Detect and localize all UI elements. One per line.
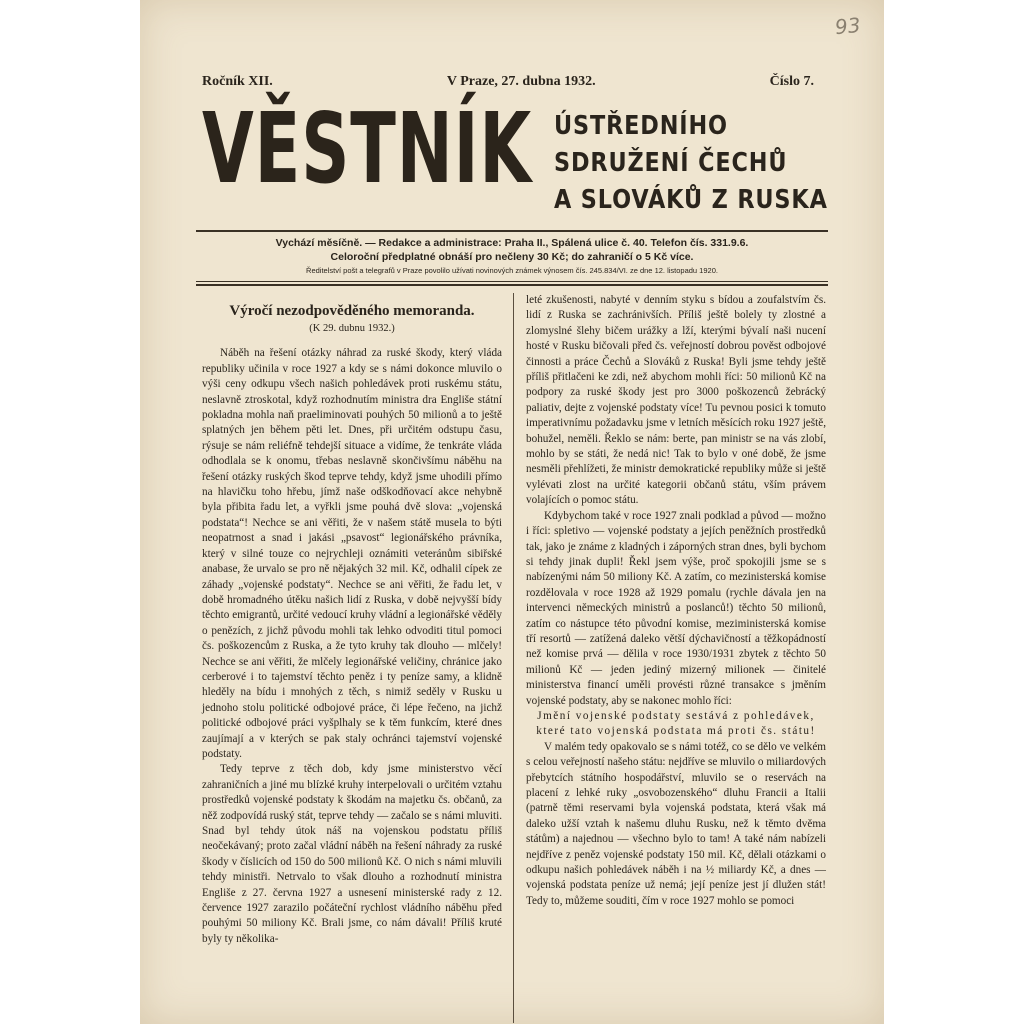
subtitle-line: ÚSTŘEDNÍHO	[554, 111, 728, 141]
divider	[196, 284, 828, 286]
subtitle-line: SDRUŽENÍ ČECHŮ	[554, 148, 788, 178]
article-column-left	[202, 293, 502, 947]
pubinfo-line: Celoroční předplatné obnáší pro nečleny 30 Kč; do zahraničí o 5 Kč více.	[330, 251, 694, 263]
issue-date: V Praze, 27. dubna 1932.	[446, 74, 596, 89]
article-paragraph: Náběh na řešení otázky náhrad za ruské škody, který vláda republiky učinila v roce 1927 a kdy se s námi dokonce mluvilo o výši ceny odkupu všech našich pohledávek proti ruskému státu, neslavně ztroskotal, když rozhodnutím ministra dra Engliše státní pokladna mohla naň praeliminovati pouhých 50 milionů a to ještě splatných jen během pěti let. Dnes, při určitém odstupu času, rýsuje se nám reliéfně tehdejší situace a vidíme, že tenkráte vláda odhodlala se k onomu, třebas neslavně skončivšímu náběhu na řešení otázky ruských škod teprve tehdy, když jsme uhodili přímo na hlavičku toho hřebu, jímž naše odškodňovací akce nehybně byla přibita řadu let, a vyřkli jsme pouhá dvě slova: „vojenská podstata“! Nechce se ani věřiti, že v našem státě musela to býti neopatrnost a snad i jakási „psavost“ legionářského právníka, který v silné touze co nejrychleji oznámiti veteránům sibiřské anabase, že urvalo se pro ně nějakých 32 mil. Kč, odhalil cípek ze záhady „vojenské podstaty“. Nechce se ani věřiti, že řadu let, v době hromadného útěku našich lidí z Ruska, v době nejvyšší bídy těchto emigrantů, určité vedoucí kruhy vládní a legionářské věděly o penězích, z jichž původu mohli tak lehko odvoditi titul pomoci čs. poškozencům z Ruska, a že tyto kruhy tak dlouho — mlčely! Nechce se ani věřiti, že mlčely legionářské veličiny, chránice jako cerberové i to tajemství těchto peněz i ty peníze samy, a klidně hleděly na bídu i mnohých z těch, s nimiž seděly v Rusku u jednoho stolu politické odbojové práce, či lépe řečeno, na jichž politické odbojové práci vyšplhaly se k těm funkcím, které dnes zaujímají a v kterých se pak staly ochránci tajemství vojenské podstaty.	[202, 347, 502, 760]
pubinfo-line: Ředitelství pošt a telegrafů v Praze povolilo užívati novinových známek výnosem čís. 245.834/VI. ze dne 12. listopadu 1920.	[306, 266, 718, 275]
divider	[196, 281, 828, 282]
handwritten-note: 93	[833, 12, 862, 40]
volume-label: Ročník XII.	[202, 74, 273, 89]
article-paragraph: Tedy teprve z těch dob, kdy jsme ministerstvo věcí zahraničních a jiné mu blízké kruhy interpelovali o určitém vztahu prostředků vojenské podstaty k škodám na majetku čs. občanů, za něž zodpovídá ruský stát, teprve tehdy — začalo se s námi mluviti. Snad byl tehdy útok náš na vojenskou podstatu příliš neočekávaný; proto začal vládní náběh na řešení náhrady za ruské škody v číslicích od 150 do 500 milionů Kč. O nich s námi mluvili tehdy ministři. Netrvalo to však dlouho a rozhodnutí ministra Engliše z 27. června 1927 a usnesení ministerské rady z 12. července 1927 zarazilo počáteční rychlost vládního náběhu před pouhými 50 miliony Kč. Brali jsme, co nám dávali! Příliš kruté byly ty několika-	[202, 763, 502, 945]
article-column-right	[526, 293, 826, 909]
issue-meta-row	[202, 74, 814, 90]
pubinfo-line: Vychází měsíčně. — Redakce a administrace: Praha II., Spálená ulice č. 40. Telefon čís. 331.9.6.	[275, 237, 749, 249]
masthead-title: VĚSTNÍK	[202, 91, 533, 205]
subtitle-line: A SLOVÁKŮ Z RUSKA	[554, 185, 828, 215]
publication-info	[202, 236, 822, 278]
article-quote: Jmění vojenské podstaty sestává z pohledávek, které tato vojenská podstata má proti čs. státu!	[536, 709, 816, 738]
column-separator	[513, 293, 514, 1023]
issue-number: Číslo 7.	[769, 74, 814, 89]
masthead-subtitle	[554, 108, 828, 219]
article-dateline: (K 29. dubnu 1932.)	[309, 323, 395, 334]
article-paragraph: V malém tedy opakovalo se s námi totéž, co se dělo ve velkém s celou veřejností našeho státu: nejdříve se mluvilo o miliardových přebytcích státního hospodářství, mluvilo se o reservách na placení z lehké ruky „osvobozenského“ dluhu Francii a Italii (patrně těmi reservami byla vojenská podstata, která však má daleko užší vztah k našemu dluhu Rusku, než k těmto dvěma státům) a najednou — všechno bylo to tam! A také nám nabízeli nejdříve z peněz vojenské podstaty 150 mil. Kč, dělali otázkami o odkupu našich pohledávek náběh i na ½ miliardy Kč, a dnes — vojenská podstata peníze už nemá; její peníze jest jí dlužen stát! Tedy to, můžeme souditi, čím v roce 1927 mohlo se pomoci	[526, 740, 826, 907]
newspaper-page	[140, 0, 884, 1024]
divider	[196, 230, 828, 232]
article-paragraph: leté zkušenosti, nabyté v denním styku s bídou a zoufalstvím čs. lidí z Ruska se zachránivších. Příliš ještě bolely ty zlostné a zlomyslné šlehy bičem urážky a lží, kterými bývalí naši nucení hosté v Rusku bičovali před čs. veřejností dobrou pověst odbojové činnosti a práce Čechů a Slováků z Ruska! Byli jsme tehdy ještě příliš přitlačeni ke zdi, než abychom mohli říci: 50 milionů Kč na podpory za ruské škody jest pro 3000 poškozenců žebrácký paliativ, dejte z vojenské podstaty více! Tu pevnou posici k tomuto imperativnímu požadavku jsme v letních měsících roku 1927 ještě, bohužel, neměli. Řeklo se nám: berte, pan ministr se na vás zlobí, mohlo by se státi, že nedá nic! Tak to bylo v oné době, že jsme nesměli přehlížeti, že ministr demokratické republiky může si ještě vylévati zlost na určité kategorii občanů státu, vším právem volajících o pomoc státu.	[526, 294, 826, 507]
article-paragraph: Kdybychom také v roce 1927 znali podklad a původ — možno i říci: spletivo — vojenské podstaty a jejích peněžních prostředků tak, jako je známe z kladných i záporných stran dnes, byli bychom si tehdy jinak dupli! Řekl jsem výše, proč spokojili jsme se s nabízenými nám 50 miliony Kč. A zatím, co mezinisterská komise rozdělovala v roce 1928 až 1929 pomalu (rychle dávala jen na intervenci německých ministrů a poslanců!) těchto 50 milionů, zatím co nástupce této původní komise, meziministerská komise tří resortů — zatížená daleko větší dýchavičností a těžkopádností než komise prvá — dělila v roce 1930/1931 zbytek z těchto 50 milionů Kč — jeden jediný mizerný milionek — činitelé ministerstva financí uměli provésti různé transakce s jměním vojenské podstaty, aby se nakonec mohlo říci:	[526, 509, 826, 707]
article-title: Výročí nezodpověděného memoranda.	[229, 303, 475, 319]
